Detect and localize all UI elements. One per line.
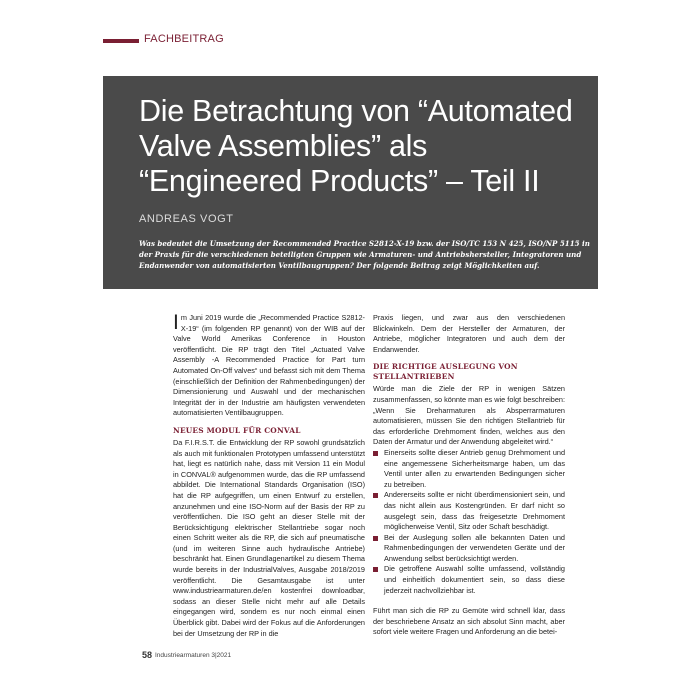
text-column-right — [373, 313, 565, 638]
section1-paragraph: Da F.I.R.S.T. die Entwicklung der RP sowohl grundsätzlich als auch mit funktionalen Prototypen umfassend unterstützt hat, liegt es natürlich nahe, dass mit Version 11 ein Modul in CONVAL® aufgenommen wurde, das die RP umfassend abbildet. Die International Standards Organisation (ISO) hat die RP aufgegriffen, um einen Entwurf zu erstellen, anzunehmen und eine ISO-Norm auf der Basis der RP zu veröffentlichen. Die ISO geht an dieser Stelle mit der Berücksichtigung elektrischer Stellantriebe sogar noch einen Schritt weiter als die RP, die sich auf pneumatische (und im weiteren Sinne auch hydraulische Antriebe) beschränkt hat. Einen Grundlagenartikel zu diesem Thema wurde bereits in der IndustrialValves, Ausgabe 2018/2019 veröffentlicht. Die Gesamtausgabe ist unter www.industriearmaturen.de/en kostenfrei downloadbar, sodass an dieser Stelle nicht mehr auf alle Details eingegangen wird, sondern es nur noch einmal einen Überblick gibt. Dabei wird der Fokus auf die Anforderungen bei der Umsetzung der RP in die — [173, 437, 365, 638]
bullet-square-icon — [373, 493, 378, 498]
drop-cap: I — [173, 311, 179, 334]
magazine-issue: Industriearmaturen 3|2021 — [155, 652, 232, 659]
article-lead: Was bedeutet die Umsetzung der Recommended Practice S2812-X-19 bzw. der ISO/TC 153 N 425, ISO/NP 5115 in der Praxis für die verschiedenen beteiligten Gruppen wie Armaturen- und Antriebshersteller, Integratoren und Endanwender von automatisierten Ventilbaugruppen? Der folgende Beitrag zeigt Möglichkeiten auf. — [139, 239, 590, 270]
bullet-square-icon — [373, 567, 378, 572]
section-accent-bar — [103, 39, 139, 43]
page-number: 58 — [142, 650, 153, 660]
article-title: Die Betrachtung von “Automated Valve Assemblies” als “Engineered Products” – Teil II — [139, 94, 573, 198]
bullet-square-icon — [373, 536, 378, 541]
section-label: FACHBEITRAG — [144, 33, 224, 45]
article-author: ANDREAS VOGT — [139, 213, 234, 225]
subheading-auslegung: DIE RICHTIGE AUSLEGUNG VON STELLANTRIEBEN — [373, 362, 518, 382]
bullet-item: Andererseits sollte er nicht überdimensioniert sein, und das nicht allein aus Kostengründen. Er darf nicht so ausgelegt sein, dass das freigesetzte Drehmoment möglicherweise Ventil, Sitz oder Schaft beschädigt. — [373, 490, 565, 532]
bullet-item: Bei der Auslegung sollen alle bekannten Daten und Rahmenbedingungen der verwendeten Geräte und der Anwendung selbst berücksichtigt werden. — [373, 533, 565, 565]
intro-paragraph — [173, 313, 365, 419]
continuation-paragraph: Praxis liegen, und zwar aus den verschiedenen Blickwinkeln. Dem der Hersteller der Armaturen, der Antriebe, möglicher Integratoren und auch dem der Endanwender. — [373, 313, 565, 354]
bullet-square-icon — [373, 451, 378, 456]
bullet-list — [373, 448, 565, 596]
bullet-item: Die getroffene Auswahl sollte umfassend, vollständig und einheitlich dokumentiert sein, so dass diese jederzeit nachvollziehbar ist. — [373, 564, 565, 596]
bullet-item: Einerseits sollte dieser Antrieb genug Drehmoment und eine angemessene Sicherheitsmarge haben, um das Ventil unter allen zu erwartenden Bedingungen sicher zu betreiben. — [373, 448, 565, 490]
section2-paragraph: Würde man die Ziele der RP in wenigen Sätzen zusammenfassen, so könnte man es wie folgt beschreiben: „Wenn Sie Dreharmaturen als Absperrarmaturen automatisieren, müssen Sie den richtigen Stellantrieb für das erforderliche Drehmoment finden, welches aus den Daten der Armatur und der Anwendung abgeleitet wird.“ — [373, 384, 565, 447]
subheading-conval: NEUES MODUL FÜR CONVAL — [173, 425, 301, 435]
text-column-left — [173, 313, 365, 639]
intro-text: m Juni 2019 wurde die „Recommended Practice S2812-X-19“ (im folgenden RP genannt) von der WIB auf der Valve World Amerikas Conference in Houston veröffentlicht. Die RP trägt den Titel „Actuated Valve Assembly -A Recommended Practice for Part turn Automated On-Off valves“ und befasst sich mit dem Thema (einschließlich der Definition der Rahmenbedingungen) der Dimensionierung und Auswahl und der mechanischen Integrität der in der Industrie am häufigsten verwendeten automatisierten Ventilbaugruppen. — [173, 313, 365, 418]
title-banner — [103, 76, 598, 289]
section2-closing-paragraph: Führt man sich die RP zu Gemüte wird schnell klar, dass der beschriebene Ansatz an sich absolut Sinn macht, aber sofort viele weitere Fragen und Anforderung an die betei- — [373, 606, 565, 637]
